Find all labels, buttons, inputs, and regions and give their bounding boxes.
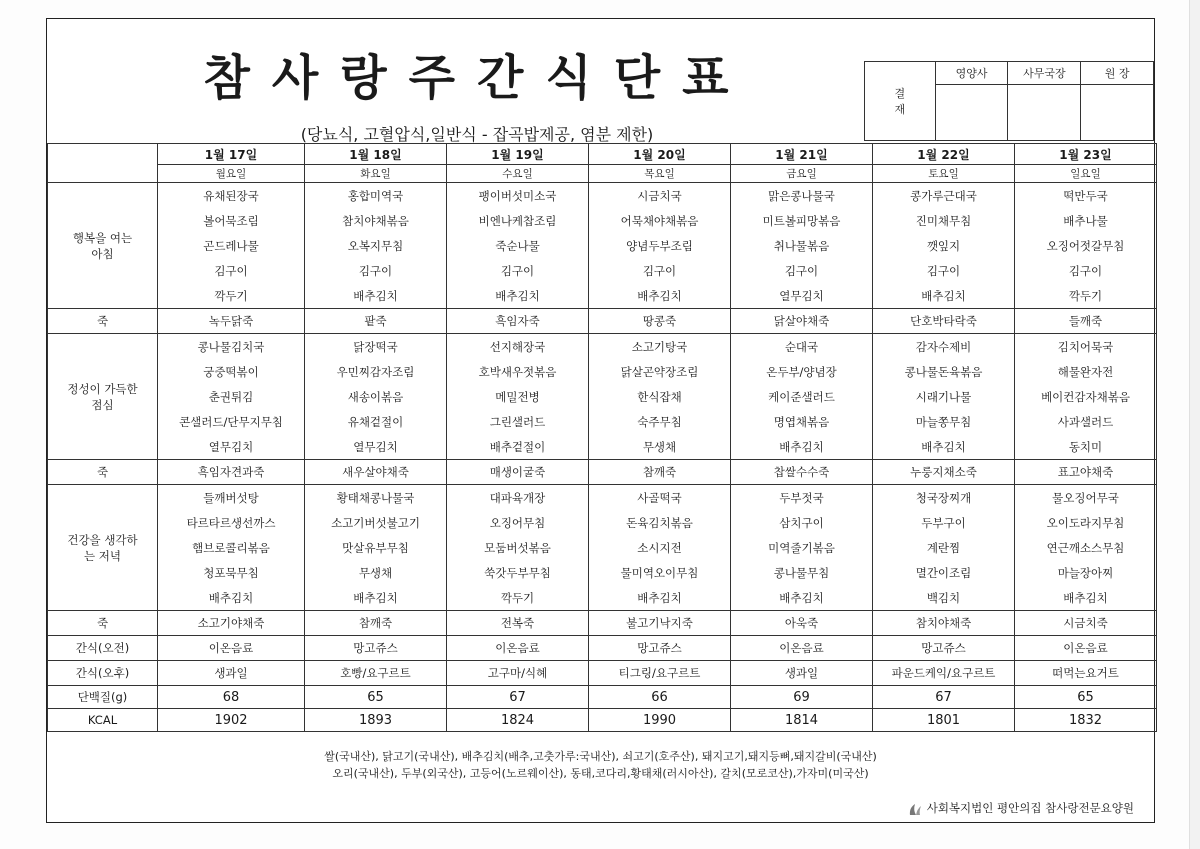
weekday-cell: 목요일 xyxy=(589,165,731,183)
snack-morning-label: 간식(오전) xyxy=(48,636,158,661)
snack-morning-item: 망고쥬스 xyxy=(873,636,1015,661)
protein-item: 67 xyxy=(447,686,589,709)
dinner-menu-item: 배추김치 xyxy=(731,585,873,611)
dinner-menu-item: 황태채콩나물국 xyxy=(305,485,447,511)
breakfast-menu-item: 콩가루근대국 xyxy=(873,183,1015,209)
dinner-menu-item: 계란찜 xyxy=(873,535,1015,560)
approval-role-director: 원 장 xyxy=(1081,62,1154,85)
breakfast-porridge-item: 단호박타락죽 xyxy=(873,309,1015,334)
breakfast-menu-item: 배추김치 xyxy=(305,283,447,309)
dinner-menu-item: 물미역오이무침 xyxy=(589,560,731,585)
lunch-menu-item: 온두부/양념장 xyxy=(731,359,873,384)
breakfast-menu-item: 깍두기 xyxy=(158,283,305,309)
snack-morning-item: 이온음료 xyxy=(447,636,589,661)
snack-morning-item: 망고쥬스 xyxy=(305,636,447,661)
lunch-menu-item: 콩나물김치국 xyxy=(158,334,305,360)
snack-afternoon-item: 고구마/식혜 xyxy=(447,661,589,686)
lunch-menu-item: 그린샐러드 xyxy=(447,409,589,434)
breakfast-menu-item: 참치야채볶음 xyxy=(305,208,447,233)
approval-box xyxy=(864,61,1154,141)
snack-afternoon-item: 티그링/요구르트 xyxy=(589,661,731,686)
kcal-item: 1990 xyxy=(589,709,731,732)
dinner-porridge-label: 죽 xyxy=(48,611,158,636)
breakfast-menu-item: 배추김치 xyxy=(447,283,589,309)
lunch-row xyxy=(48,434,1157,460)
lunch-menu-item: 열무김치 xyxy=(158,434,305,460)
lunch-menu-item: 콘샐러드/단무지무침 xyxy=(158,409,305,434)
dinner-menu-item: 마늘장아찌 xyxy=(1015,560,1157,585)
kcal-item: 1824 xyxy=(447,709,589,732)
lunch-menu-item: 마늘쫑무침 xyxy=(873,409,1015,434)
lunch-menu-item: 유채겉절이 xyxy=(305,409,447,434)
weekday-cell: 수요일 xyxy=(447,165,589,183)
breakfast-porridge-item: 들깨죽 xyxy=(1015,309,1157,334)
kcal-label: KCAL xyxy=(48,709,158,732)
breakfast-menu-item: 배추김치 xyxy=(589,283,731,309)
breakfast-label: 행복을 여는 아침 xyxy=(48,183,158,309)
dinner-menu-item: 두부구이 xyxy=(873,510,1015,535)
date-cell: 1월 18일 xyxy=(305,144,447,165)
protein-item: 69 xyxy=(731,686,873,709)
lunch-menu-item: 배추김치 xyxy=(731,434,873,460)
lunch-menu-item: 닭장떡국 xyxy=(305,334,447,360)
lunch-menu-item: 순대국 xyxy=(731,334,873,360)
approval-signature-cell xyxy=(1008,85,1081,141)
weekly-menu-table xyxy=(47,143,1157,732)
snack-morning-row xyxy=(48,636,1157,661)
date-cell: 1월 23일 xyxy=(1015,144,1157,165)
snack-afternoon-row xyxy=(48,661,1157,686)
dinner-porridge-item: 불고기낙지죽 xyxy=(589,611,731,636)
dinner-row xyxy=(48,535,1157,560)
lunch-porridge-item: 매생이굴죽 xyxy=(447,460,589,485)
lunch-porridge-item: 표고야채죽 xyxy=(1015,460,1157,485)
lunch-menu-item: 우민찌감자조림 xyxy=(305,359,447,384)
breakfast-menu-item: 비엔나케찹조림 xyxy=(447,208,589,233)
dinner-row xyxy=(48,510,1157,535)
dinner-porridge-row xyxy=(48,611,1157,636)
weekday-cell: 일요일 xyxy=(1015,165,1157,183)
dinner-menu-item: 오징어무침 xyxy=(447,510,589,535)
breakfast-porridge-row xyxy=(48,309,1157,334)
lunch-row xyxy=(48,384,1157,409)
lunch-menu-item: 베이컨감자채볶음 xyxy=(1015,384,1157,409)
lunch-menu-item: 선지해장국 xyxy=(447,334,589,360)
lunch-menu-item: 춘권튀김 xyxy=(158,384,305,409)
dinner-porridge-item: 참깨죽 xyxy=(305,611,447,636)
scan-edge xyxy=(1189,0,1200,849)
breakfast-porridge-item: 팥죽 xyxy=(305,309,447,334)
dinner-menu-item: 미역줄기볶음 xyxy=(731,535,873,560)
dinner-menu-item: 배추김치 xyxy=(158,585,305,611)
approval-role-manager: 사무국장 xyxy=(1008,62,1081,85)
lunch-menu-item: 한식잡채 xyxy=(589,384,731,409)
dinner-porridge-item: 아욱죽 xyxy=(731,611,873,636)
breakfast-menu-item: 김구이 xyxy=(589,258,731,283)
origin-notes xyxy=(47,748,1154,782)
dinner-menu-item: 배추김치 xyxy=(1015,585,1157,611)
lunch-menu-item: 배추김치 xyxy=(873,434,1015,460)
lunch-menu-item: 사과샐러드 xyxy=(1015,409,1157,434)
dinner-menu-item: 모둠버섯볶음 xyxy=(447,535,589,560)
dinner-menu-item: 대파육개장 xyxy=(447,485,589,511)
lunch-porridge-item: 새우살야채죽 xyxy=(305,460,447,485)
lunch-porridge-item: 참깨죽 xyxy=(589,460,731,485)
breakfast-porridge-item: 땅콩죽 xyxy=(589,309,731,334)
lunch-menu-item: 콩나물돈육볶음 xyxy=(873,359,1015,384)
snack-afternoon-item: 생과일 xyxy=(731,661,873,686)
dinner-menu-item: 청국장찌개 xyxy=(873,485,1015,511)
breakfast-menu-item: 홍합미역국 xyxy=(305,183,447,209)
breakfast-row xyxy=(48,283,1157,309)
lunch-menu-item: 새송이볶음 xyxy=(305,384,447,409)
lunch-porridge-item: 누룽지채소죽 xyxy=(873,460,1015,485)
dinner-menu-item: 배추김치 xyxy=(305,585,447,611)
breakfast-menu-item: 떡만두국 xyxy=(1015,183,1157,209)
snack-morning-item: 이온음료 xyxy=(158,636,305,661)
protein-item: 67 xyxy=(873,686,1015,709)
dinner-porridge-item: 참치야채죽 xyxy=(873,611,1015,636)
lunch-menu-item: 해물완자전 xyxy=(1015,359,1157,384)
approval-signature-cell xyxy=(1081,85,1154,141)
breakfast-porridge-label: 죽 xyxy=(48,309,158,334)
snack-afternoon-label: 간식(오후) xyxy=(48,661,158,686)
lunch-menu-item: 열무김치 xyxy=(305,434,447,460)
snack-afternoon-item: 생과일 xyxy=(158,661,305,686)
breakfast-menu-item: 김구이 xyxy=(1015,258,1157,283)
dinner-menu-item: 맛살유부무침 xyxy=(305,535,447,560)
dinner-menu-item: 사골떡국 xyxy=(589,485,731,511)
protein-item: 66 xyxy=(589,686,731,709)
breakfast-menu-item: 김구이 xyxy=(731,258,873,283)
dinner-menu-item: 물오징어무국 xyxy=(1015,485,1157,511)
organization-name: 사회복지법인 평안의집 참사랑전문요양원 xyxy=(926,801,1134,815)
lunch-menu-item: 김치어묵국 xyxy=(1015,334,1157,360)
breakfast-menu-item: 오복지무침 xyxy=(305,233,447,258)
dinner-menu-item: 햄브로콜리볶음 xyxy=(158,535,305,560)
lunch-row xyxy=(48,409,1157,434)
dinner-porridge-item: 소고기야채죽 xyxy=(158,611,305,636)
tree-logo-icon xyxy=(907,802,923,816)
lunch-menu-item: 소고기탕국 xyxy=(589,334,731,360)
dinner-menu-item: 깍두기 xyxy=(447,585,589,611)
lunch-menu-item: 케이준샐러드 xyxy=(731,384,873,409)
breakfast-menu-item: 김구이 xyxy=(447,258,589,283)
dinner-menu-item: 백김치 xyxy=(873,585,1015,611)
weekday-cell: 화요일 xyxy=(305,165,447,183)
dinner-menu-item: 배추김치 xyxy=(589,585,731,611)
breakfast-menu-item: 김구이 xyxy=(158,258,305,283)
protein-row xyxy=(48,686,1157,709)
snack-afternoon-item: 호빵/요구르트 xyxy=(305,661,447,686)
breakfast-menu-item: 김구이 xyxy=(873,258,1015,283)
lunch-row xyxy=(48,359,1157,384)
kcal-item: 1801 xyxy=(873,709,1015,732)
weekday-cell: 금요일 xyxy=(731,165,873,183)
breakfast-menu-item: 양념두부조림 xyxy=(589,233,731,258)
date-cell: 1월 21일 xyxy=(731,144,873,165)
lunch-porridge-row xyxy=(48,460,1157,485)
weekday-cell: 월요일 xyxy=(158,165,305,183)
lunch-label: 정성이 가득한 점심 xyxy=(48,334,158,460)
dinner-label: 건강을 생각하 는 저녁 xyxy=(48,485,158,611)
breakfast-row xyxy=(48,258,1157,283)
origin-note-line: 쌀(국내산), 닭고기(국내산), 배추김치(배추,고춧가루:국내산), 쇠고기(호주산), 돼지고기,돼지등뼈,돼지갈비(국내산) xyxy=(324,750,877,763)
breakfast-menu-item: 진미채무침 xyxy=(873,208,1015,233)
breakfast-menu-item: 죽순나물 xyxy=(447,233,589,258)
approval-signature-cell xyxy=(935,85,1008,141)
lunch-menu-item: 동치미 xyxy=(1015,434,1157,460)
protein-label: 단백질(g) xyxy=(48,686,158,709)
dinner-porridge-item: 전복죽 xyxy=(447,611,589,636)
date-cell: 1월 17일 xyxy=(158,144,305,165)
lunch-menu-item: 궁중떡볶이 xyxy=(158,359,305,384)
approval-role-dietitian: 영양사 xyxy=(935,62,1008,85)
dinner-row xyxy=(48,585,1157,611)
breakfast-porridge-item: 녹두닭죽 xyxy=(158,309,305,334)
dinner-menu-item: 오이도라지무침 xyxy=(1015,510,1157,535)
dinner-menu-item: 청포묵무침 xyxy=(158,560,305,585)
lunch-menu-item: 메밀전병 xyxy=(447,384,589,409)
breakfast-porridge-item: 흑임자죽 xyxy=(447,309,589,334)
breakfast-menu-item: 유채된장국 xyxy=(158,183,305,209)
protein-item: 65 xyxy=(305,686,447,709)
dinner-menu-item: 쑥갓두부무침 xyxy=(447,560,589,585)
lunch-menu-item: 명엽채볶음 xyxy=(731,409,873,434)
protein-item: 68 xyxy=(158,686,305,709)
page-subtitle: (당뇨식, 고혈압식,일반식 - 잡곡밥제공, 염분 제한) xyxy=(300,125,654,144)
breakfast-menu-item: 배추김치 xyxy=(873,283,1015,309)
dinner-porridge-item: 시금치죽 xyxy=(1015,611,1157,636)
dinner-menu-item: 연근깨소스무침 xyxy=(1015,535,1157,560)
breakfast-menu-item: 볼어묵조림 xyxy=(158,208,305,233)
approval-label: 결 재 xyxy=(865,62,936,141)
weekday-cell: 토요일 xyxy=(873,165,1015,183)
breakfast-menu-item: 배추나물 xyxy=(1015,208,1157,233)
lunch-menu-item: 호박새우젓볶음 xyxy=(447,359,589,384)
breakfast-menu-item: 깻잎지 xyxy=(873,233,1015,258)
dinner-menu-item: 무생채 xyxy=(305,560,447,585)
dinner-menu-item: 소시지전 xyxy=(589,535,731,560)
lunch-porridge-item: 찹쌀수수죽 xyxy=(731,460,873,485)
dinner-row xyxy=(48,485,1157,511)
breakfast-menu-item: 김구이 xyxy=(305,258,447,283)
page-title: 참사랑주간식단표 xyxy=(203,50,751,106)
dinner-menu-item: 삼치구이 xyxy=(731,510,873,535)
lunch-menu-item: 닭살곤약장조림 xyxy=(589,359,731,384)
dinner-menu-item: 소고기버섯불고기 xyxy=(305,510,447,535)
breakfast-row xyxy=(48,183,1157,209)
origin-note-line: 오리(국내산), 두부(외국산), 고등어(노르웨이산), 동태,코다리,황태채(러시아산), 갈치(모로코산),가자미(미국산) xyxy=(332,767,869,780)
menu-sheet xyxy=(46,18,1155,823)
breakfast-menu-item: 열무김치 xyxy=(731,283,873,309)
dinner-menu-item: 타르타르생선까스 xyxy=(158,510,305,535)
lunch-porridge-label: 죽 xyxy=(48,460,158,485)
dinner-menu-item: 콩나물무침 xyxy=(731,560,873,585)
breakfast-row xyxy=(48,233,1157,258)
kcal-item: 1893 xyxy=(305,709,447,732)
lunch-menu-item: 무생채 xyxy=(589,434,731,460)
lunch-menu-item: 배추겉절이 xyxy=(447,434,589,460)
breakfast-menu-item: 깍두기 xyxy=(1015,283,1157,309)
snack-morning-item: 망고쥬스 xyxy=(589,636,731,661)
date-cell: 1월 20일 xyxy=(589,144,731,165)
kcal-item: 1814 xyxy=(731,709,873,732)
date-cell: 1월 19일 xyxy=(447,144,589,165)
snack-morning-item: 이온음료 xyxy=(731,636,873,661)
breakfast-menu-item: 취나물볶음 xyxy=(731,233,873,258)
header-corner-cell xyxy=(48,144,158,183)
lunch-menu-item: 시래기나물 xyxy=(873,384,1015,409)
lunch-row xyxy=(48,334,1157,360)
protein-item: 65 xyxy=(1015,686,1157,709)
breakfast-menu-item: 시금치국 xyxy=(589,183,731,209)
breakfast-menu-item: 곤드레나물 xyxy=(158,233,305,258)
dinner-menu-item: 두부젓국 xyxy=(731,485,873,511)
breakfast-porridge-item: 닭살야채죽 xyxy=(731,309,873,334)
lunch-porridge-item: 흑임자견과죽 xyxy=(158,460,305,485)
dinner-menu-item: 멸간이조림 xyxy=(873,560,1015,585)
snack-morning-item: 이온음료 xyxy=(1015,636,1157,661)
dinner-row xyxy=(48,560,1157,585)
breakfast-menu-item: 미트볼피망볶음 xyxy=(731,208,873,233)
lunch-menu-item: 감자수제비 xyxy=(873,334,1015,360)
organization-footer xyxy=(907,800,1134,816)
dinner-menu-item: 들깨버섯탕 xyxy=(158,485,305,511)
breakfast-menu-item: 오징어젓갈무침 xyxy=(1015,233,1157,258)
breakfast-row xyxy=(48,208,1157,233)
lunch-menu-item: 숙주무침 xyxy=(589,409,731,434)
breakfast-menu-item: 어묵채야채볶음 xyxy=(589,208,731,233)
kcal-item: 1832 xyxy=(1015,709,1157,732)
breakfast-menu-item: 팽이버섯미소국 xyxy=(447,183,589,209)
snack-afternoon-item: 떠먹는요거트 xyxy=(1015,661,1157,686)
snack-afternoon-item: 파운드케익/요구르트 xyxy=(873,661,1015,686)
breakfast-menu-item: 맑은콩나물국 xyxy=(731,183,873,209)
kcal-item: 1902 xyxy=(158,709,305,732)
kcal-row xyxy=(48,709,1157,732)
dinner-menu-item: 돈육김치볶음 xyxy=(589,510,731,535)
date-cell: 1월 22일 xyxy=(873,144,1015,165)
